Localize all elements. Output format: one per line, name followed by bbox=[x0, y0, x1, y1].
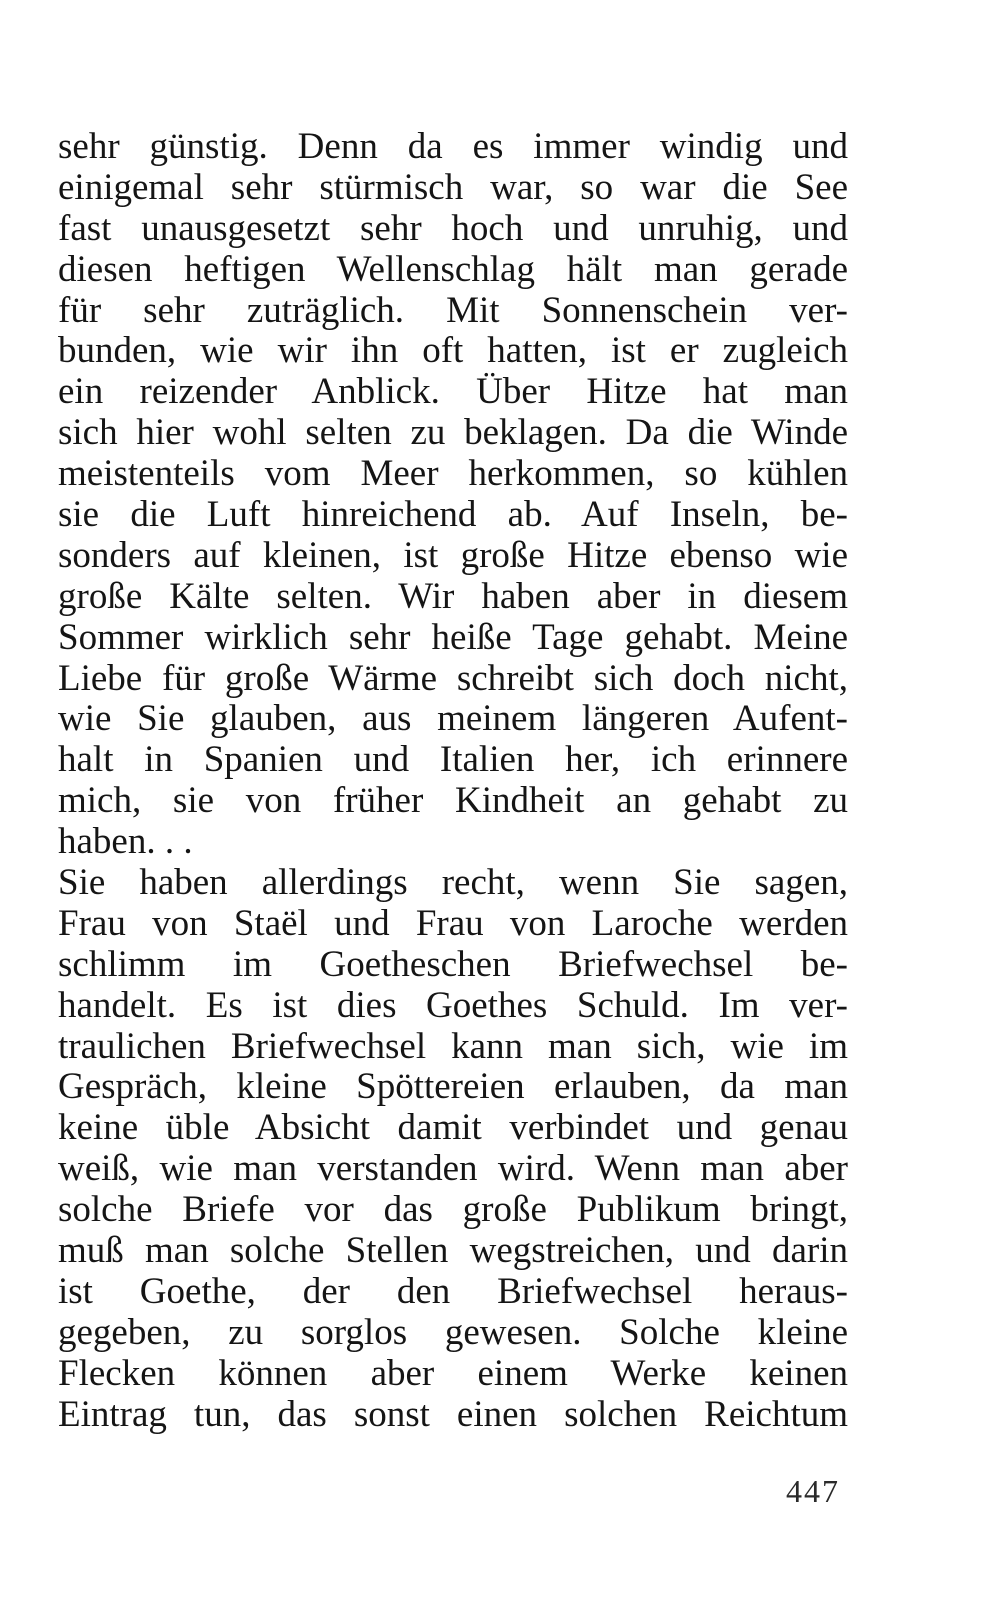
text-line: bunden, wie wir ihn oft hatten, ist er zugleich bbox=[58, 331, 848, 372]
text-line: traulichen Briefwechsel kann man sich, wie im bbox=[58, 1026, 848, 1067]
body-text bbox=[58, 127, 848, 1436]
text-line: einigemal sehr stürmisch war, so war die See bbox=[58, 167, 848, 208]
text-line: sich hier wohl selten zu beklagen. Da die Winde bbox=[58, 413, 848, 454]
text-line: Liebe für große Wärme schreibt sich doch nicht, bbox=[58, 658, 848, 699]
page-number: 447 bbox=[786, 1473, 840, 1509]
text-line: keine üble Absicht damit verbindet und genau bbox=[58, 1108, 848, 1149]
text-line: Flecken können aber einem Werke keinen bbox=[58, 1353, 848, 1394]
text-line: solche Briefe vor das große Publikum bringt, bbox=[58, 1190, 848, 1231]
text-line: sie die Luft hinreichend ab. Auf Inseln, be- bbox=[58, 495, 848, 536]
text-line: für sehr zuträglich. Mit Sonnenschein ver- bbox=[58, 290, 848, 331]
text-line: sonders auf kleinen, ist große Hitze ebenso wie bbox=[58, 535, 848, 576]
text-line: wie Sie glauben, aus meinem längeren Aufent- bbox=[58, 699, 848, 740]
text-line: handelt. Es ist dies Goethes Schuld. Im ver- bbox=[58, 985, 848, 1026]
text-line: muß man solche Stellen wegstreichen, und darin bbox=[58, 1231, 848, 1272]
text-line: ein reizender Anblick. Über Hitze hat man bbox=[58, 372, 848, 413]
text-line: gegeben, zu sorglos gewesen. Solche kleine bbox=[58, 1312, 848, 1353]
text-line: sehr günstig. Denn da es immer windig und bbox=[58, 127, 848, 167]
text-line: fast unausgesetzt sehr hoch und unruhig, und bbox=[58, 208, 848, 249]
text-line: Eintrag tun, das sonst einen solchen Reichtum bbox=[58, 1394, 848, 1435]
text-line: Frau von Staël und Frau von Laroche werden bbox=[58, 903, 848, 944]
text-line: diesen heftigen Wellenschlag hält man gerade bbox=[58, 249, 848, 290]
text-line: Sie haben allerdings recht, wenn Sie sagen, bbox=[58, 863, 848, 904]
text-line: mich, sie von früher Kindheit an gehabt zu bbox=[58, 781, 848, 822]
text-line: haben. . . bbox=[58, 822, 193, 863]
text-line: schlimm im Goetheschen Briefwechsel be- bbox=[58, 944, 848, 985]
text-line: ist Goethe, der den Briefwechsel heraus- bbox=[58, 1271, 848, 1312]
text-line: meistenteils vom Meer herkommen, so kühlen bbox=[58, 454, 848, 495]
text-line: halt in Spanien und Italien her, ich erinnere bbox=[58, 740, 848, 781]
text-line: weiß, wie man verstanden wird. Wenn man aber bbox=[58, 1149, 848, 1190]
text-line: Gespräch, kleine Spöttereien erlauben, da man bbox=[58, 1067, 848, 1108]
text-line: große Kälte selten. Wir haben aber in diesem bbox=[58, 576, 848, 617]
text-line: Sommer wirklich sehr heiße Tage gehabt. Meine bbox=[58, 617, 848, 658]
